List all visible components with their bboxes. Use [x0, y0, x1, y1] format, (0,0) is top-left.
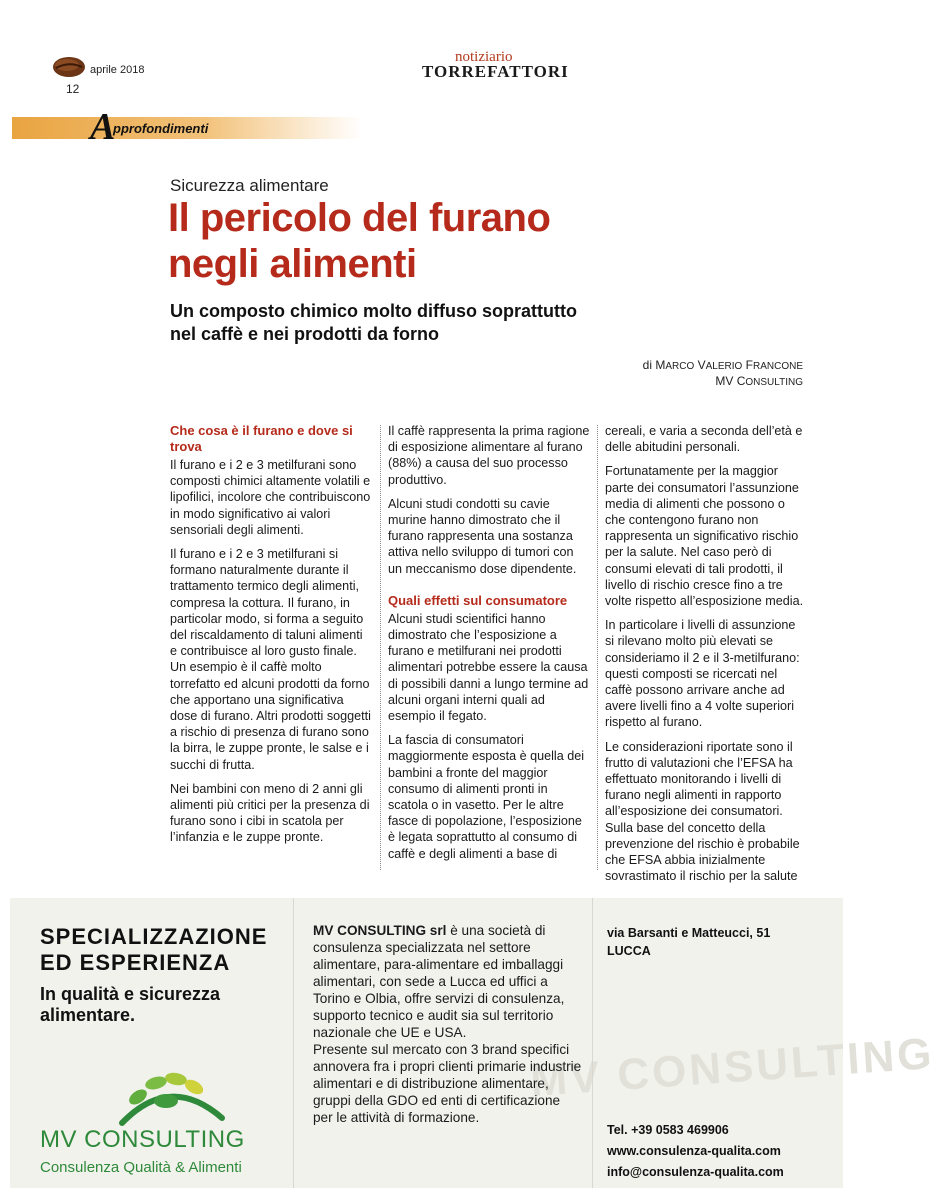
- paragraph: Fortunatamente per la maggior parte dei consumatori l’assunzione media di alimenti che possono o che contengono furano non rappresenta un significativo rischio per la salute. Nel caso però di consumi elevati di tali prodotti, il livello di rischio cresce fino a tre volte rispetto all’esposizione media.: [605, 464, 804, 609]
- ad-address-city: LUCCA: [607, 944, 651, 958]
- ad-phone: Tel. +39 0583 469906: [607, 1123, 729, 1137]
- org-rest: ONSULTING: [745, 377, 803, 388]
- ad-company-name: MV CONSULTING srl: [313, 923, 447, 938]
- section-heading-furano: Che cosa è il furano e dove si trova: [170, 423, 353, 454]
- article-subtitle: [170, 300, 577, 346]
- paragraph: Le considerazioni riportate sono il frutto di valutazioni che l’EFSA ha effettuato monitorando i livelli di furano negli alimenti in rapporto all’esposizione dei consumatori. Sulla base del concetto della prevenzione del rischio è probabile che EFSA abbia inizialmente sovrastimato il rischio per la salute: [605, 739, 800, 884]
- section-initial: A: [90, 106, 116, 148]
- ad-body-text: [313, 922, 583, 1126]
- author-line: [643, 358, 803, 374]
- section-heading-effetti: Quali effetti sul consumatore: [388, 592, 568, 608]
- byline: [643, 358, 803, 390]
- paragraph: cereali, e varia a seconda dell’età e delle abitudini personali.: [605, 424, 803, 455]
- author-first-rest: ARCO: [665, 361, 695, 372]
- mv-consulting-logo-icon: [110, 1063, 230, 1133]
- ad-tagline-line-2: alimentare.: [40, 1005, 136, 1025]
- ad-email-link[interactable]: info@consulenza-qualita.com: [607, 1165, 784, 1179]
- paragraph: Alcuni studi condotti su cavie murine hanno dimostrato che il furano rappresenta una sostanza attiva nello sviluppo di tumori con un meccanismo dose dipendente.: [388, 496, 577, 576]
- paragraph: In particolare i livelli di assunzione si rilevano molto più elevati se consideriamo il 2 e il 3-metilfurano: questi composti se ricercati nel caffè possono arrivare anche ad avere livelli fino a 4 volte superiori rispetto al furano.: [605, 618, 800, 730]
- ad-address-line-1: via Barsanti e Matteucci, 51: [607, 926, 771, 940]
- article-column-2: [388, 423, 590, 870]
- section-band: [12, 106, 362, 148]
- paragraph: Il caffè rappresenta la prima ragione di esposizione alimentare al furano (88%) a causa del suo processo produttivo.: [388, 424, 590, 487]
- coffee-bean-icon: [52, 55, 86, 79]
- ad-brand-name: MV CONSULTING: [40, 1126, 245, 1153]
- subtitle-line-1: Un composto chimico molto diffuso soprattutto: [170, 301, 577, 321]
- issue-date: aprile 2018: [90, 64, 145, 76]
- ad-headline-line-2: ED ESPERIENZA: [40, 950, 231, 975]
- author-middle-rest: ALERIO: [705, 361, 743, 372]
- author-middle-initial: V: [697, 358, 706, 372]
- masthead-title: TORREFATTORI: [422, 62, 569, 81]
- ad-tagline-line-1: In qualità e sicurezza: [40, 984, 221, 1004]
- article-kicker: Sicurezza alimentare: [170, 176, 329, 195]
- byline-prefix: di: [642, 358, 656, 372]
- author-org: [643, 374, 803, 390]
- paragraph: Alcuni studi scientifici hanno dimostrato che l’esposizione a furano e metilfurani nei prodotti alimentari potrebbe essere la causa di possibili danni a lungo termine ad alcuni organi interni quali ad esempio il fegato.: [388, 611, 589, 724]
- ad-website-link[interactable]: www.consulenza-qualita.com: [607, 1144, 781, 1158]
- column-divider: [597, 425, 598, 870]
- ad-watermark: MV CONSULTING: [528, 1028, 936, 1107]
- advertisement: [10, 898, 936, 1188]
- ad-divider: [293, 898, 294, 1188]
- ad-contacts: [607, 1120, 784, 1183]
- ad-divider: [592, 898, 593, 1188]
- paragraph: Il furano e i 2 e 3 metilfurani sono composti chimici altamente volatili e lipofilici, incolore che contribuiscono in modo significativo ai valori sensoriali degli alimenti.: [170, 458, 371, 537]
- ad-tagline: [40, 984, 220, 1026]
- section-label: pprofondimenti: [113, 121, 209, 136]
- title-line-1: Il pericolo del furano: [168, 196, 551, 240]
- ad-headline-line-1: SPECIALIZZAZIONE: [40, 924, 268, 949]
- subtitle-line-2: nel caffè e nei prodotti da forno: [170, 324, 440, 344]
- author-last-initial: F: [745, 358, 753, 372]
- article-column-1: [170, 423, 372, 854]
- paragraph: Il furano e i 2 e 3 metilfurani si formano naturalmente durante il trattamento termico degli alimenti, compresa la cottura. Il furano, in particolar modo, si forma a seguito del riscaldamento di taluni alimenti e contribuisce al loro gusto finale. Un esempio è il caffè molto torrefatto ed alcuni prodotti da forno che apportano una significativa dose di furano. Altri prodotti soggetti a rischio di presenza di furano sono la birra, le zuppe pronte, le salse e i succhi di frutta.: [170, 547, 371, 772]
- article-title: [168, 195, 550, 287]
- author-last-rest: RANCONE: [752, 361, 803, 372]
- org-initial: MV C: [715, 374, 746, 388]
- article-column-3: [605, 423, 805, 892]
- ad-headline: [40, 924, 267, 976]
- paragraph: Nei bambini con meno di 2 anni gli alimenti più critici per la presenza di furano sono i cibi in scatola per l’infanzia e le zuppe pronte.: [170, 781, 370, 845]
- masthead-top: notiziario: [455, 49, 513, 65]
- column-divider: [380, 425, 381, 870]
- paragraph: La fascia di consumatori maggiormente esposta è quella dei bambini a fronte del maggior consumo di alimenti pronti in scatola o in vasetto. Per le altre fasce di popolazione, l’esposizione è legata soprattutto al consumo di caffè e degli alimenti a base di: [388, 733, 585, 861]
- author-first-initial: M: [655, 358, 666, 372]
- ad-address: [607, 924, 770, 960]
- ad-brand-subtitle: Consulenza Qualità & Alimenti: [40, 1159, 242, 1176]
- ad-body-part-2: Presente sul mercato con 3 brand specifici annovera fra i propri clienti primarie industrie alimentari e di distribuzione alimentare, gruppi della GDO ed enti di certificazione per le attività di formazione.: [313, 1042, 582, 1125]
- page-number: 12: [66, 82, 80, 96]
- ad-body-part-1: è una società di consulenza specializzata nel settore alimentare, para-alimentare ed imballaggi alimentari, con sede a Lucca ed uffici a Torino e Olbia, offre servizi di consulenza, supporto tecnico e audit sia sul territorio nazionale che UE e USA.: [313, 923, 565, 1040]
- title-line-2: negli alimenti: [168, 242, 417, 286]
